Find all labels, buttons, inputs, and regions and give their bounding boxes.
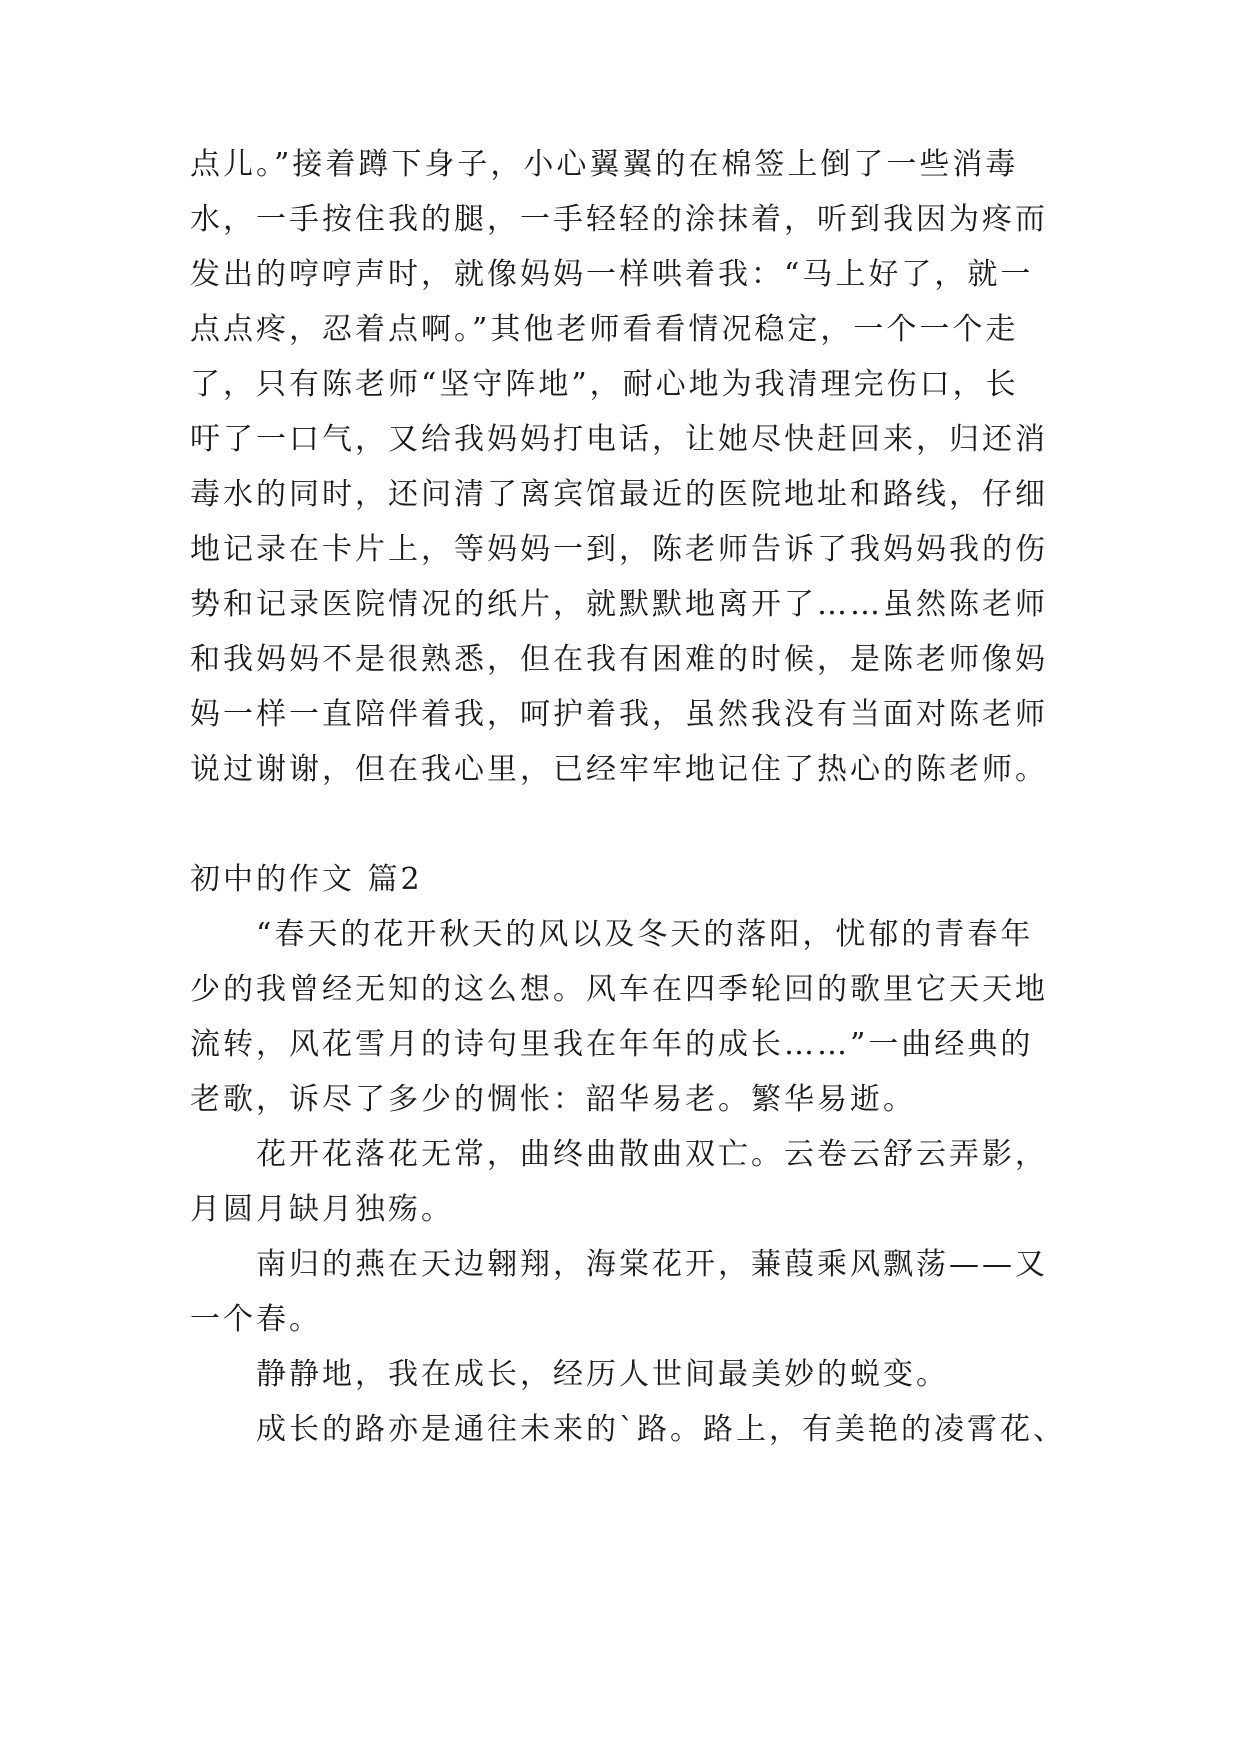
paragraph-line: 成长的路亦是通往未来的`路。路上，有美艳的凌霄花、 bbox=[256, 1412, 1066, 1447]
paragraph-line: 花开花落花无常，曲终曲散曲双亡。云卷云舒云弄影， bbox=[256, 1137, 1048, 1172]
paragraph-line: 静静地，我在成长，经历人世间最美妙的蜕变。 bbox=[256, 1357, 949, 1392]
paragraph-line: 南归的燕在天边翱翔，海棠花开，蒹葭乘风飘荡——又 bbox=[256, 1247, 1048, 1282]
paragraph-line: “春天的花开秋天的风以及冬天的落阳，忧郁的青春年 bbox=[256, 917, 1034, 952]
paragraph-line: 说过谢谢，但在我心里，已经牢牢地记住了热心的陈老师。 bbox=[190, 752, 1048, 787]
paragraph-line: 点点疼，忍着点啊。”其他老师看看情况稳定，一个一个走 bbox=[190, 312, 1019, 347]
paragraph-line: 少的我曾经无知的这么想。风车在四季轮回的歌里它天天地 bbox=[190, 972, 1048, 1007]
paragraph-line: 吁了一口气，又给我妈妈打电话，让她尽快赶回来，归还消 bbox=[190, 422, 1048, 457]
paragraph-line: 毒水的同时，还问清了离宾馆最近的医院地址和路线，仔细 bbox=[190, 477, 1048, 512]
paragraph-line: 月圆月缺月独殇。 bbox=[190, 1192, 454, 1227]
paragraph-line: 势和记录医院情况的纸片，就默默地离开了……虽然陈老师 bbox=[190, 587, 1048, 622]
paragraph-line: 了，只有陈老师“坚守阵地”，耐心地为我清理完伤口，长 bbox=[190, 367, 1019, 402]
paragraph-line: 点儿。”接着蹲下身子，小心翼翼的在棉签上倒了一些消毒 bbox=[190, 147, 1019, 182]
paragraph-line: 水，一手按住我的腿，一手轻轻的涂抹着，听到我因为疼而 bbox=[190, 202, 1048, 237]
paragraph-line: 老歌，诉尽了多少的惆怅：韶华易老。繁华易逝。 bbox=[190, 1082, 916, 1117]
paragraph-line: 流转，风花雪月的诗句里我在年年的成长……”一曲经典的 bbox=[190, 1027, 1034, 1062]
paragraph-line: 和我妈妈不是很熟悉，但在我有困难的时候，是陈老师像妈 bbox=[190, 642, 1048, 677]
section-title: 初中的作文 篇2 bbox=[190, 862, 423, 897]
paragraph-line: 地记录在卡片上，等妈妈一到，陈老师告诉了我妈妈我的伤 bbox=[190, 532, 1048, 567]
paragraph-line: 发出的哼哼声时，就像妈妈一样哄着我：“马上好了，就一 bbox=[190, 257, 1034, 292]
paragraph-line: 妈一样一直陪伴着我，呵护着我，虽然我没有当面对陈老师 bbox=[190, 697, 1048, 732]
paragraph-line: 一个春。 bbox=[190, 1302, 322, 1337]
